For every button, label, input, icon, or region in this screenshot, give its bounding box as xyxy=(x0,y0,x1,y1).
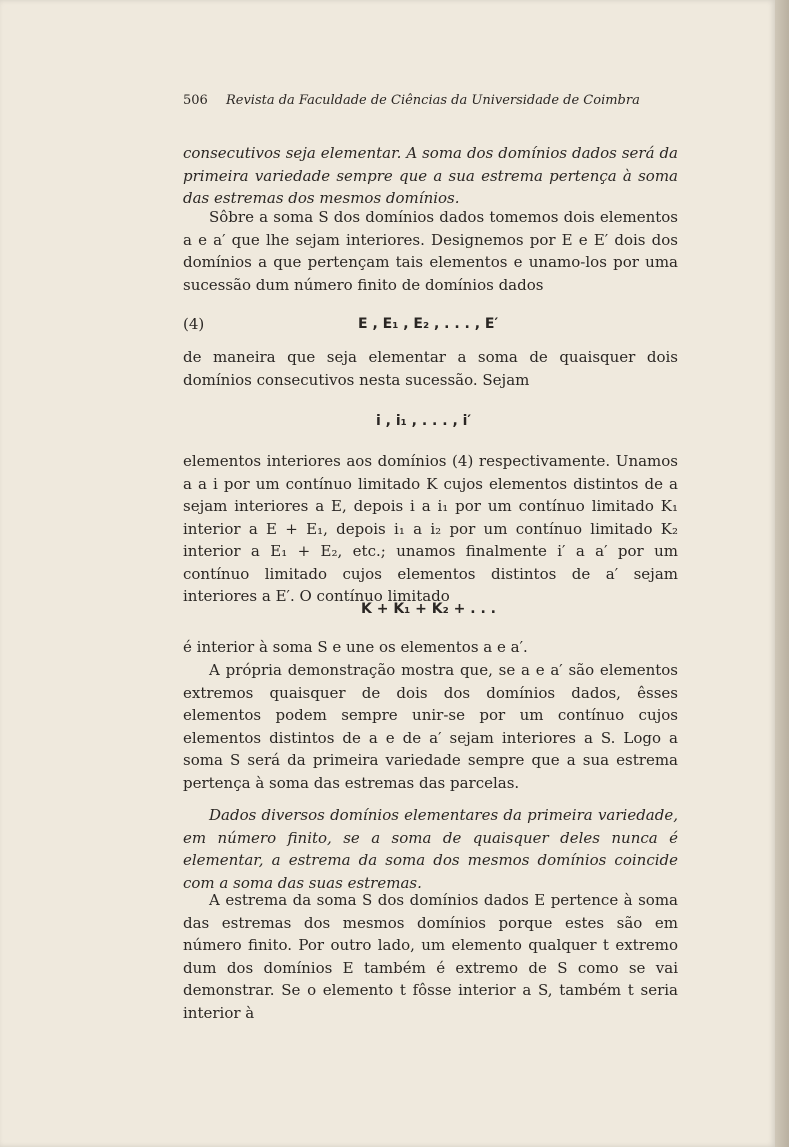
equation-expression: E , E₁ , E₂ , . . . , E′ xyxy=(358,316,499,332)
theorem-statement: Dados diversos domínios elementares da primeira variedade, em número finito, se a soma de quaisquer deles nunca é elementar, a estrema da soma dos mesmos domínios coincide com a soma das suas estremas. xyxy=(183,806,678,892)
page-number: 506 xyxy=(183,93,208,108)
running-header xyxy=(183,93,678,108)
formula-K-expression: K + K₁ + K₂ + . . . xyxy=(361,601,496,617)
paragraph-5: é interior à soma S e une os elementos a e a′. xyxy=(183,638,528,656)
paragraph-8: A estrema da soma S dos domínios dados E pertence à soma das estremas dos mesmos domínios porque estes são em número finito. Por outro lado, um elemento qualquer t extremo dum dos domínios E também é extremo de S como se vai demonstrar. Se o elemento t fôsse interior a S, também t seria interior à xyxy=(183,891,678,1022)
paragraph-6: A própria demonstração mostra que, se a e a′ são elementos extremos quaisquer de dois dos domínios dados, êsses elementos podem sempre unir-se por um contínuo cujos elementos distintos de a e de a′ sejam interiores a S. Logo a soma S será da primeira variedade sempre que a sua estrema pertença à soma das estremas das parcelas. xyxy=(183,661,678,792)
page-edge xyxy=(775,0,789,1147)
paragraph-4: elementos interiores aos domínios (4) respectivamente. Unamos a a i por um contínuo limitado K cujos elementos distintos de a sejam interiores a E, depois i a i₁ por um contínuo limitado K₁ interior a E + E₁, depois i₁ a i₂ por um contínuo limitado K₂ interior a E₁ + E₂, etc.; unamos finalmente i′ a a′ por um contínuo limitado cujos elementos distintos de a′ sejam interiores a E′. O contínuo limitado xyxy=(183,452,678,605)
paragraph-2: Sôbre a soma S dos domínios dados tomemos dois elementos a e a′ que lhe sejam interiores. Designemos por E e E′ dois dos domínios a que pertençam tais elementos e unamo-los por uma sucessão dum número finito de domínios dados xyxy=(183,208,678,294)
paragraph-3: de maneira que seja elementar a soma de quaisquer dois domínios consecutivos nesta sucessão. Sejam xyxy=(183,348,678,389)
journal-title: Revista da Faculdade de Ciências da Universidade de Coimbra xyxy=(225,93,640,108)
formula-i-expression: i , i₁ , . . . , i′ xyxy=(376,413,472,429)
equation-label: (4) xyxy=(183,315,205,333)
paragraph-1: consecutivos seja elementar. A soma dos domínios dados será da primeira variedade sempre que a sua estrema pertença à soma das estremas dos mesmos domínios. xyxy=(183,144,678,207)
